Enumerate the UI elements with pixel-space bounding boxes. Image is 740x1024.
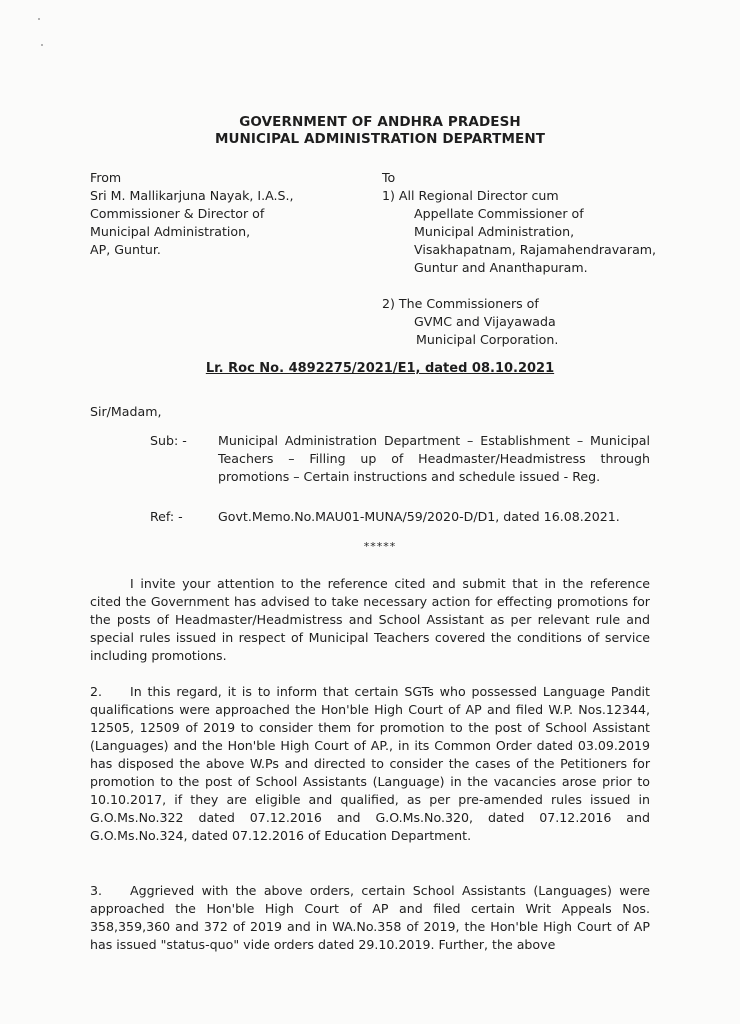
from-line: AP, Guntur. (90, 242, 161, 257)
subject-block (150, 432, 650, 486)
from-line: Commissioner & Director of (90, 206, 265, 221)
from-line: Sri M. Mallikarjuna Nayak, I.A.S., (90, 188, 294, 203)
reference-label: Ref: - (150, 509, 183, 524)
paragraph-1: I invite your attention to the reference cited and submit that in the reference cited the Government has advised to take necessary action for effecting promotions for the posts of Headmaster/Headmistress and School Assistant as per relevant rule and special rules issued in respect of Municipal Teachers covered the conditions of service including promotions. (90, 576, 650, 663)
paragraph-3-text: Aggrieved with the above orders, certain School Assistants (Languages) were approached the Hon'ble High Court of AP and filed certain Writ Appeals Nos. 358,359,360 and 372 of 2019 and in WA.No.358 of 2019, the Hon'ble High Court of AP has issued "status-quo" vide orders dated 29.10.2019. Further, the above (90, 883, 650, 952)
letter-reference-number (0, 361, 740, 376)
reference-block (150, 509, 620, 524)
recipient-1-line: Municipal Administration, (414, 224, 575, 239)
department-heading: MUNICIPAL ADMINISTRATION DEPARTMENT (214, 131, 546, 147)
paragraph-2-text: In this regard, it is to inform that certain SGTs who possessed Language Pandit qualifications were approached the Hon'ble High Court of AP and filed W.P. Nos.12344, 12505, 12509 of 2019 to consider them for promotion to the post of School Assistant (Languages) and the Hon'ble High Court of AP., in its Common Order dated 03.09.2019 has disposed the above W.Ps and directed to consider the cases of the Petitioners for promotion to the post of School Assistants (Language) in the vacancies arose prior to 10.10.2017, if they are eligible and qualified, as per pre-amended rules issued in G.O.Ms.No.322 dated 07.12.2016 and G.O.Ms.No.320, dated 07.12.2016 and G.O.Ms.No.324, dated 07.12.2016 of Education Department. (90, 684, 650, 843)
to-block (382, 169, 712, 349)
paragraph-2-number: 2. (90, 684, 103, 699)
paragraph-3 (90, 882, 650, 954)
reference-text: Govt.Memo.No.MAU01-MUNA/59/2020-D/D1, dated 16.08.2021. (218, 509, 620, 524)
subject-label: Sub: - (150, 433, 187, 448)
recipient-2-line: GVMC and Vijayawada (414, 314, 556, 329)
recipient-1-line: Appellate Commissioner of (414, 206, 584, 221)
from-block (90, 169, 370, 259)
recipient-1 (382, 187, 712, 277)
government-heading: GOVERNMENT OF ANDHRA PRADESH (239, 114, 521, 130)
from-label: From (90, 170, 122, 185)
salutation: Sir/Madam, (90, 404, 162, 419)
recipient-2-first-line: 2) The Commissioners of (382, 296, 539, 311)
recipient-1-first-line: 1) All Regional Director cum (382, 188, 559, 203)
recipient-2-line: Municipal Corporation. (416, 332, 559, 347)
paragraph-3-number: 3. (90, 883, 103, 898)
to-label: To (382, 170, 396, 185)
paragraph-2 (90, 683, 650, 845)
scan-speck (38, 18, 40, 20)
scan-speck (41, 44, 43, 46)
recipient-1-line: Visakhapatnam, Rajamahendravaram, (414, 242, 657, 257)
letter-reference-text: Lr. Roc No. 4892275/2021/E1, dated 08.10.2021 (205, 361, 555, 376)
subject-text: Municipal Administration Department – Establishment – Municipal Teachers – Filling up of Headmaster/Headmistress through promotions – Certain instructions and schedule issued - Reg. (218, 433, 650, 484)
separator: ***** (363, 540, 397, 553)
recipient-1-line: Guntur and Ananthapuram. (414, 260, 588, 275)
from-line: Municipal Administration, (90, 224, 251, 239)
recipient-2 (382, 295, 712, 349)
